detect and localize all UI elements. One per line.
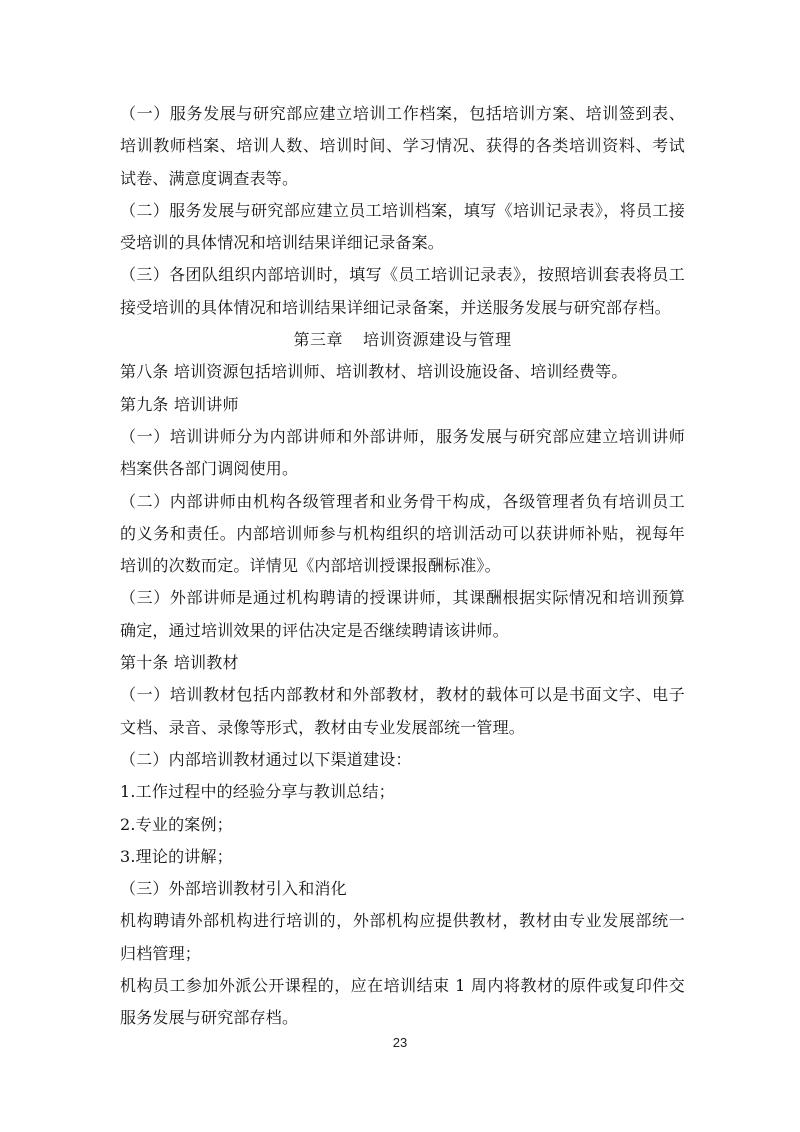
paragraph-external-lecturers: （三）外部讲师是通过机构聘请的授课讲师，其课酬根据实际情况和培训预算确定，通过培训效果的评估决定是否继续聘请该讲师。 <box>120 588 685 640</box>
paragraph-external-institution: 机构聘请外部机构进行培训的，外部机构应提供教材，教材由专业发展部统一归档管理； <box>120 911 685 963</box>
paragraph-internal-lecturers: （二）内部讲师由机构各级管理者和业务骨干构成，各级管理者负有培训员工的义务和责任。内部培训师参与机构组织的培训活动可以获讲师补贴，视每年培训的次数而定。详情见《内部培训授课报酬标准》。 <box>120 491 685 576</box>
paragraph-public-courses: 机构员工参加外派公开课程的，应在培训结束 1 周内将教材的原件或复印件交服务发展与研究部存档。 <box>120 976 685 1028</box>
article-9-heading: 第九条 培训讲师 <box>120 394 239 414</box>
chapter-number: 第三章 <box>293 330 343 350</box>
chapter-heading <box>120 324 685 356</box>
paragraph-lecturer-types: （一）培训讲师分为内部讲师和外部讲师，服务发展与研究部应建立培训讲师档案供各部门调阅使用。 <box>120 426 685 479</box>
paragraph-external-materials: （三）外部培训教材引入和消化 <box>120 879 347 899</box>
article-8: 第八条 培训资源包括培训师、培训教材、培训设施设备、培训经费等。 <box>120 362 628 382</box>
paragraph-team-internal-training: （三）各团队组织内部培训时，填写《员工培训记录表》，按照培训套表将员工接受培训的具体情况和培训结果详细记录备案，并送服务发展与研究部存档。 <box>120 265 685 317</box>
paragraph-training-materials: （一）培训教材包括内部教材和外部教材，教材的载体可以是书面文字、电子文档、录音、录像等形式，教材由专业发展部统一管理。 <box>120 685 685 737</box>
page-number: 23 <box>392 1035 408 1050</box>
article-10-heading: 第十条 培训教材 <box>120 653 239 673</box>
list-item-theory: 3.理论的讲解； <box>120 846 233 866</box>
list-item-cases: 2.专业的案例； <box>120 814 233 834</box>
paragraph-archive-training-work: （一）服务发展与研究部应建立培训工作档案，包括培训方案、培训签到表、培训教师档案、培训人数、培训时间、学习情况、获得的各类培训资料、考试试卷、满意度调查表等。 <box>120 104 685 188</box>
chapter-title: 培训资源建设与管理 <box>363 330 512 350</box>
document-body <box>120 98 685 1035</box>
paragraph-archive-employee-training: （二）服务发展与研究部应建立员工培训档案，填写《培训记录表》，将员工接受培训的具体情况和培训结果详细记录备案。 <box>120 200 685 253</box>
paragraph-internal-materials: （二）内部培训教材通过以下渠道建设： <box>120 749 412 769</box>
list-item-experience: 1.工作过程中的经验分享与教训总结； <box>120 782 395 802</box>
